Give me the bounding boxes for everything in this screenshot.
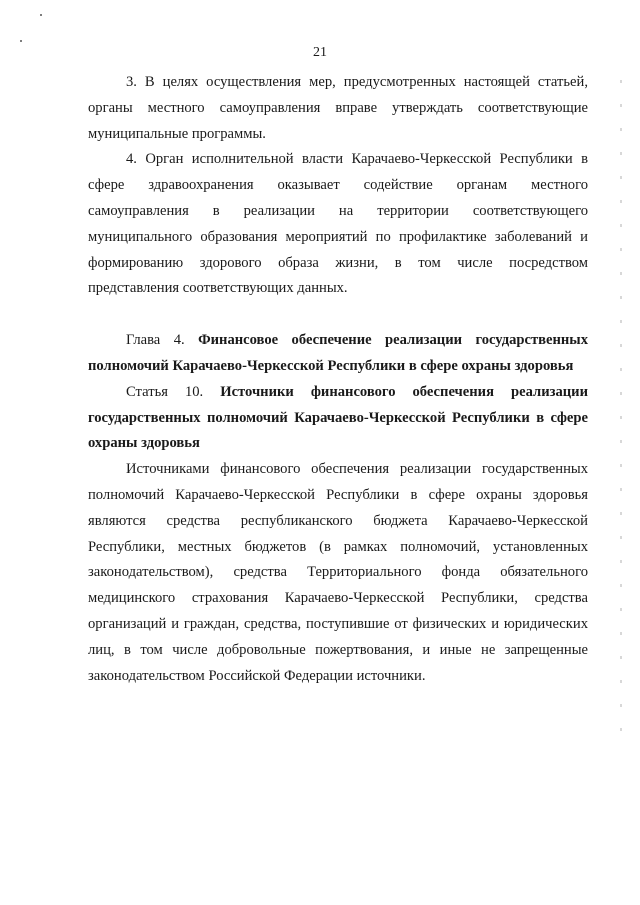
article-prefix: Статья 10. <box>126 383 221 400</box>
chapter-heading <box>88 328 588 380</box>
document-body <box>88 70 588 689</box>
page-number: 21 <box>313 45 327 60</box>
article-title: Источники финансового обеспечения реализации государственных полномочий Карачаево-Черкесской Республики в сфере охраны здоровья <box>88 383 588 452</box>
paragraph-4: 4. Орган исполнительной власти Карачаево-Черкесской Республики в сфере здравоохранения оказывает содействие органам местного самоуправления в реализации на территории соответствующего муниципального образования мероприятий по профилактике заболеваний и формированию здорового образа жизни, в том числе посредством представления соответствующих данных. <box>88 151 588 297</box>
article-body: Источниками финансового обеспечения реализации государственных полномочий Карачаево-Черкесской Республики в сфере охраны здоровья являются средства республиканского бюджета Карачаево-Черкесской Республики, местных бюджетов (в рамках полномочий, установленных законодательством), средства Территориального фонда обязательного медицинского страхования Карачаево-Черкесской Республики, средства организаций и граждан, средства, поступившие от физических и юридических лиц, в том числе добровольные пожертвования, и иные не запрещенные законодательством Российской Федерации источники. <box>88 461 588 684</box>
scan-speck <box>20 40 22 42</box>
scan-speck <box>40 14 42 16</box>
article-heading <box>88 380 588 457</box>
chapter-title: Финансовое обеспечение реализации государственных полномочий Карачаево-Черкесской Республики в сфере охраны здоровья <box>88 332 588 374</box>
chapter-prefix: Глава 4. <box>126 332 199 349</box>
scan-edge-marks <box>620 80 622 740</box>
paragraph-3: 3. В целях осуществления мер, предусмотренных настоящей статьей, органы местного самоуправления вправе утверждать соответствующие муниципальные программы. <box>88 74 588 142</box>
